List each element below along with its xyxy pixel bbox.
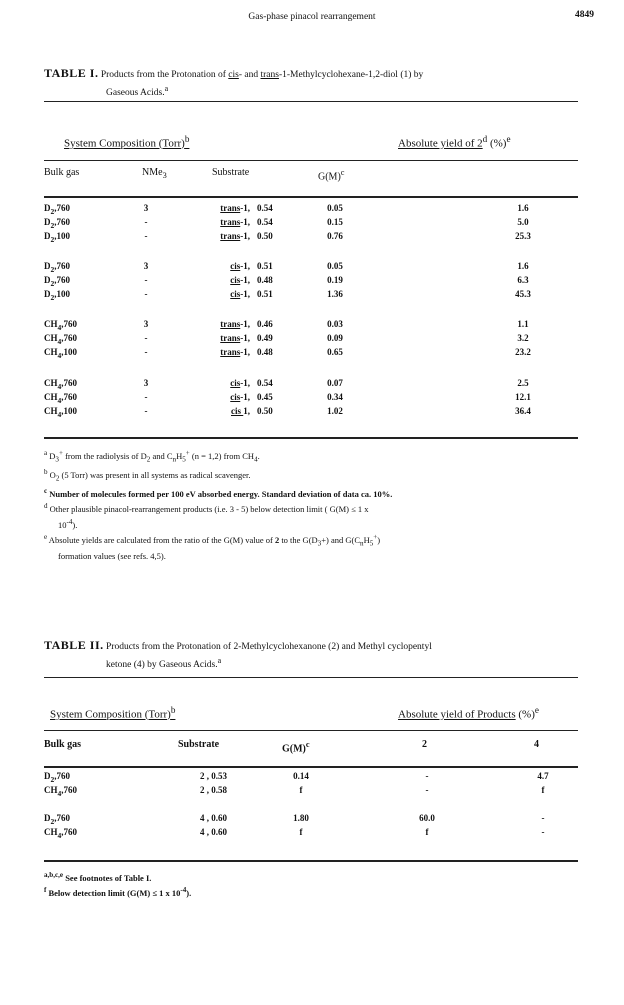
table1-cell-yield: 12.1 [515,392,531,402]
table1-col-nme3: NMe$_3$ [142,167,167,180]
table2-header-rule [44,730,578,731]
table2-cell-bulk-gas: $D_2,760$ [44,771,70,784]
table1-col-substrate: Substrate [212,167,250,178]
table2-yield-header: Absolute yield of Products (%)$^e$ [398,705,539,721]
table1-cell-gm: 0.07 [327,378,343,388]
table1-top-rule [44,101,578,102]
table1-caption-line2: Gaseous Acids. [106,88,165,99]
table1-cell-yield: 6.3 [517,275,529,285]
table1-cell-gm: 0.34 [327,392,343,402]
table1-footnote-b: $^b$ $O_2$ (5 Torr) was present in all systems as radical scavenger. [44,468,251,483]
table1-cell-yield: 5.0 [517,217,529,227]
table1-caption [44,67,594,100]
table2-label: TABLE II. [44,638,104,652]
table2-cell-substrate: 2 , 0.58 [200,785,227,795]
table1-cell-pressure: 0.54 [257,203,273,213]
table1-cell-substrate: cis-1, [230,261,250,271]
table1-cell-yield: 1.6 [517,261,529,271]
table1-cell-gm: 0.05 [327,261,343,271]
table1-cell-yield: 3.2 [517,333,529,343]
table2-cell-yield-4: - [541,813,545,823]
table1-cell-nme3: - [144,333,148,343]
table1-cell-bulk-gas: $D_2,100$ [44,289,70,302]
table2-caption-line1: Products from the Protonation of 2-Methylcyclohexanone (2) and Methyl cyclopentyl [106,642,432,652]
table1-cell-substrate: cis-1, [230,289,250,299]
table1-footnote-c: $^c$ Number of molecules formed per 100 eV absorbed energy. Standard deviation of data ca. 10%. [44,487,393,499]
table2-col-product-4: 4 [534,739,539,750]
table1-cell-nme3: - [144,406,148,416]
table1-cell-gm: 0.09 [327,333,343,343]
table2-footnotes [44,869,584,900]
table1-cell-nme3: 3 [143,319,149,329]
table2-group-header: System Composition (Torr)$^b$ [50,705,176,721]
table1-cell-bulk-gas: $D_2,760$ [44,275,70,288]
table1-footnote-d: $^d$ Other plausible pinacol-rearrangement products (i.e. 3 - 5) below detection limit ( G(M) ≤ 1 x $10^{-4}$). [44,502,369,530]
table1-cell-yield: 1.1 [517,319,529,329]
table1-cell-nme3: - [144,275,148,285]
page-number: 4849 [575,10,594,20]
table2-cell-gm: f [299,785,303,795]
table2-cell-substrate: 2 , 0.53 [200,771,227,781]
table1-cell-bulk-gas: $D_2,760$ [44,203,70,216]
table1-cell-substrate: cis-1, [230,378,250,388]
table1-col-bulk-gas: Bulk gas [44,167,80,178]
table1-cell-substrate: cis-1, [230,392,250,402]
table1-cell-nme3: - [144,217,148,227]
table2-cell-gm: 0.14 [293,771,309,781]
table2-col-gm: $G(M)^c$ [282,740,310,755]
table2-bottom-rule [44,860,578,862]
table2-cell-bulk-gas: $CH_4,760$ [44,785,77,798]
table1-cell-gm: 1.02 [327,406,343,416]
table2-cell-gm: 1.80 [293,813,309,823]
table1-cell-nme3: - [144,289,148,299]
table1-cell-nme3: 3 [143,378,149,388]
table1-cell-gm: 0.76 [327,231,343,241]
table2-cell-gm: f [299,827,303,837]
table2-caption-line2: ketone (4) by Gaseous Acids. [106,660,218,671]
table1-cell-substrate: trans-1, [220,217,250,227]
table1-cell-pressure: 0.48 [257,275,273,285]
table1-group-header: System Composition (Torr)$^b$ [64,134,190,150]
table2-col-product-2: 2 [422,739,427,750]
table2-cell-substrate: 4 , 0.60 [200,827,227,837]
table1-cell-pressure: 0.51 [257,289,273,299]
table1-cell-gm: 1.36 [327,289,343,299]
table1-cell-gm: 0.03 [327,319,343,329]
table1-and-word: - and [238,70,259,80]
table1-caption-mark: a [164,84,169,93]
table1-header-rule [44,160,578,161]
table1-cell-pressure: 0.54 [257,217,273,227]
table2-cell-bulk-gas: $CH_4,760$ [44,827,77,840]
table2-cell-bulk-gas: $D_2,760$ [44,813,70,826]
table2-footnote-f: $^f$ Below detection limit (G(M) ≤ 1 x $10^{-4}$). [44,886,192,899]
table1-caption-line1: Products from the Protonation of [100,70,226,80]
table1-cell-bulk-gas: $CH_4,760$ [44,378,77,391]
table1-label: TABLE I. [44,66,99,80]
table1-cell-bulk-gas: $D_2,760$ [44,217,70,230]
table1-cell-bulk-gas: $CH_4,760$ [44,333,77,346]
table2-cell-yield-2: - [425,771,429,781]
table2-cell-yield-2: 60.0 [419,813,435,823]
table1-cell-gm: 0.65 [327,347,343,357]
table1-cell-nme3: - [144,347,148,357]
table1-cell-yield: 2.5 [517,378,529,388]
table2-cell-yield-4: 4.7 [537,771,549,781]
table1-footnote-a: $^a$ $D_3^+$ from the radiolysis of $D_2$ and $C_nH_5^+$ (n = 1,2) from $CH_4$. [44,449,260,464]
table1-caption-rest: -1-Methylcyclohexane-1,2-diol (1) by [278,70,424,80]
table1-cell-bulk-gas: $D_2,760$ [44,261,70,274]
table1-col-gm: $G(M)^c$ [318,168,345,183]
table1-cell-nme3: 3 [143,261,149,271]
table1-cell-pressure: 0.48 [257,347,273,357]
table2-cell-yield-4: - [541,827,545,837]
table1-column-rule [44,196,578,198]
table1-cell-bulk-gas: $CH_4,100$ [44,406,77,419]
table2-caption-mark: a [217,656,222,665]
table1-cell-pressure: 0.49 [257,333,273,343]
table2-column-rule [44,766,578,768]
table1-cell-bulk-gas: $CH_4,760$ [44,392,77,405]
table1-cell-substrate: cis 1, [231,406,250,416]
table1-cell-pressure: 0.51 [257,261,273,271]
table1-footnotes [44,447,584,563]
table1-yield-header: Absolute yield of 2$^d$ (%)$^e$ [398,134,511,150]
table2-col-bulk-gas: Bulk gas [44,739,81,750]
table1-cell-yield: 36.4 [515,406,531,416]
table1-cell-substrate: cis-1, [230,275,250,285]
table1-cell-nme3: - [144,392,148,402]
table1-cell-substrate: trans-1, [220,231,250,241]
table1-bottom-rule [44,437,578,439]
table1-cell-substrate: trans-1, [220,319,250,329]
table1-cell-substrate: trans-1, [220,203,250,213]
table1-cell-yield: 1.6 [517,203,529,213]
table1-cell-yield: 25.3 [515,231,531,241]
table2-col-substrate: Substrate [178,739,220,750]
table2-cell-substrate: 4 , 0.60 [200,813,227,823]
table1-cell-pressure: 0.54 [257,378,273,388]
table1-cell-bulk-gas: $CH_4,100$ [44,347,77,360]
table2-cell-yield-4: f [541,785,545,795]
table1-cell-pressure: 0.46 [257,319,273,329]
table1-cell-pressure: 0.50 [257,406,273,416]
table2-footnote-abce: $^{a,b,c,e}$ See footnotes of Table I. [44,871,152,883]
table1-cell-bulk-gas: $D_2,100$ [44,231,70,244]
running-title: Gas-phase pinacol rearrangement [248,12,376,22]
table1-cell-substrate: trans-1, [220,347,250,357]
table1-cell-nme3: - [144,231,148,241]
table1-cell-yield: 45.3 [515,289,531,299]
table2-cell-yield-2: - [425,785,429,795]
table1-cell-substrate: trans-1, [220,333,250,343]
table1-cell-nme3: 3 [143,203,149,213]
table2-top-rule [44,677,578,678]
table1-cell-pressure: 0.50 [257,231,273,241]
table1-trans-word: trans [260,70,279,80]
table2-caption [44,639,604,672]
table1-cell-pressure: 0.45 [257,392,273,402]
table1-footnote-e: $^e$ Absolute yields are calculated from the ratio of the G(M) value of 2 to the $G(D_3+)$ and $G(C_nH_5^+)$ formation values (see refs. 4,5). [44,533,381,562]
table1-cis-word: cis [228,70,239,80]
table1-cell-gm: 0.15 [327,217,343,227]
table2-cell-yield-2: f [425,827,429,837]
table1-cell-gm: 0.19 [327,275,343,285]
table1-cell-gm: 0.05 [327,203,343,213]
table1-cell-bulk-gas: $CH_4,760$ [44,319,77,332]
table1-cell-yield: 23.2 [515,347,531,357]
